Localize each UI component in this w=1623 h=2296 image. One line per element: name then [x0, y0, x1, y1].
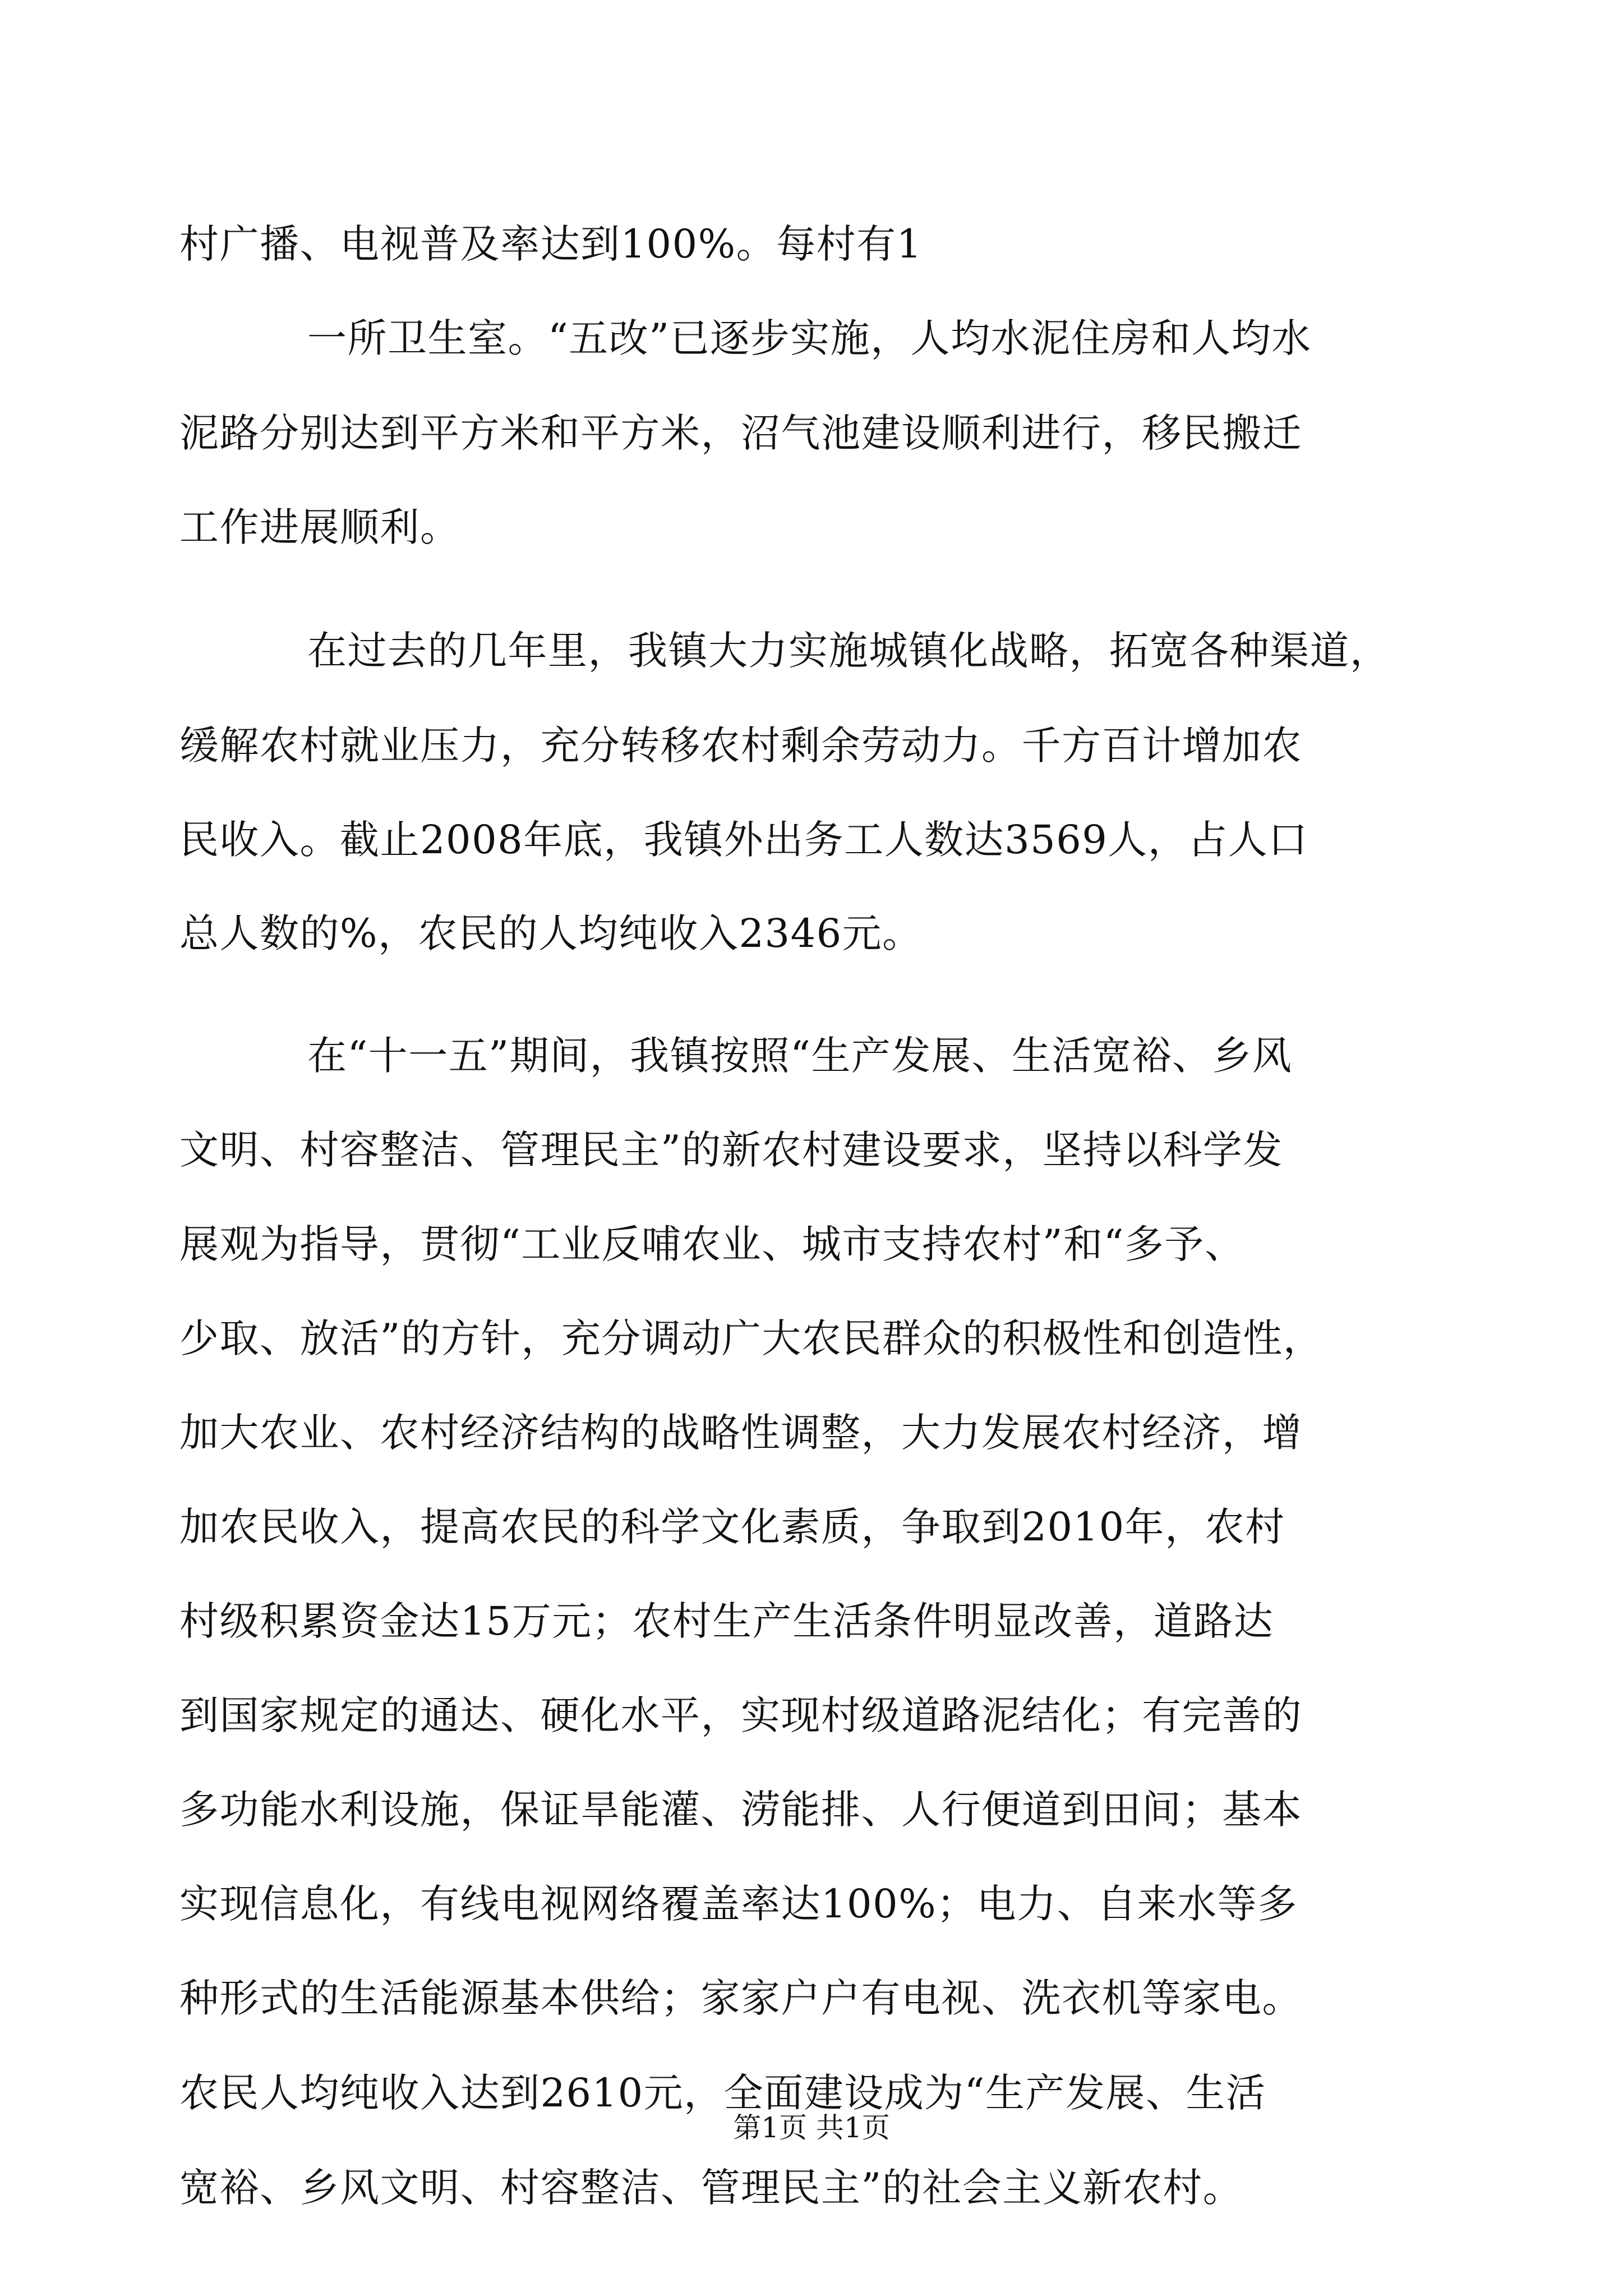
text-line: 少取、放活”的方针，充分调动广大农民群众的积极性和创造性， — [179, 1315, 1324, 1361]
text-line: 在过去的几年里，我镇大力实施城镇化战略，拓宽各种渠道， — [307, 628, 1390, 674]
text-line: 村广播、电视普及率达到100%。每村有1 — [179, 221, 923, 267]
text-line: 加农民收入，提高农民的科学文化素质，争取到2010年，农村 — [179, 1504, 1285, 1550]
text-line: 多功能水利设施，保证旱能灌、涝能排、人行便道到田间；基本 — [179, 1787, 1302, 1833]
text-line: 在“十一五”期间，我镇按照“生产发展、生活宽裕、乡风 — [307, 1033, 1293, 1079]
text-line: 工作进展顺利。 — [179, 504, 460, 550]
text-line: 总人数的%，农民的人均纯收入2346元。 — [179, 910, 923, 956]
text-line: 宽裕、乡风文明、村容整洁、管理民主”的社会主义新农村。 — [179, 2165, 1243, 2211]
text-line: 文明、村容整洁、管理民主”的新农村建设要求，坚持以科学发 — [179, 1127, 1283, 1173]
text-line: 一所卫生室。“五改”已逐步实施，人均水泥住房和人均水 — [307, 315, 1312, 361]
text-line: 泥路分别达到平方米和平方米，沼气池建设顺利进行，移民搬迁 — [179, 410, 1302, 456]
text-line: 展观为指导，贯彻“工业反哺农业、城市支持农村”和“多予、 — [179, 1221, 1245, 1267]
text-line: 农民人均纯收入达到2610元，全面建设成为“生产发展、生活 — [179, 2070, 1266, 2116]
text-line: 加大农业、农村经济结构的战略性调整，大力发展农村经济，增 — [179, 1410, 1302, 1456]
text-line: 实现信息化，有线电视网络覆盖率达100%；电力、自来水等多 — [179, 1881, 1298, 1927]
page-number-footer: 第1页 共1页 — [733, 2111, 890, 2144]
text-line: 民收入。截止2008年底，我镇外出务工人数达3569人，占人口 — [179, 817, 1308, 863]
text-line: 到国家规定的通达、硬化水平，实现村级道路泥结化；有完善的 — [179, 1692, 1302, 1738]
text-line: 村级积累资金达15万元；农村生产生活条件明显改善，道路达 — [179, 1598, 1274, 1644]
text-line: 缓解农村就业压力，充分转移农村剩余劳动力。千方百计增加农 — [179, 723, 1302, 769]
text-line: 种形式的生活能源基本供给；家家户户有电视、洗衣机等家电。 — [179, 1975, 1302, 2021]
